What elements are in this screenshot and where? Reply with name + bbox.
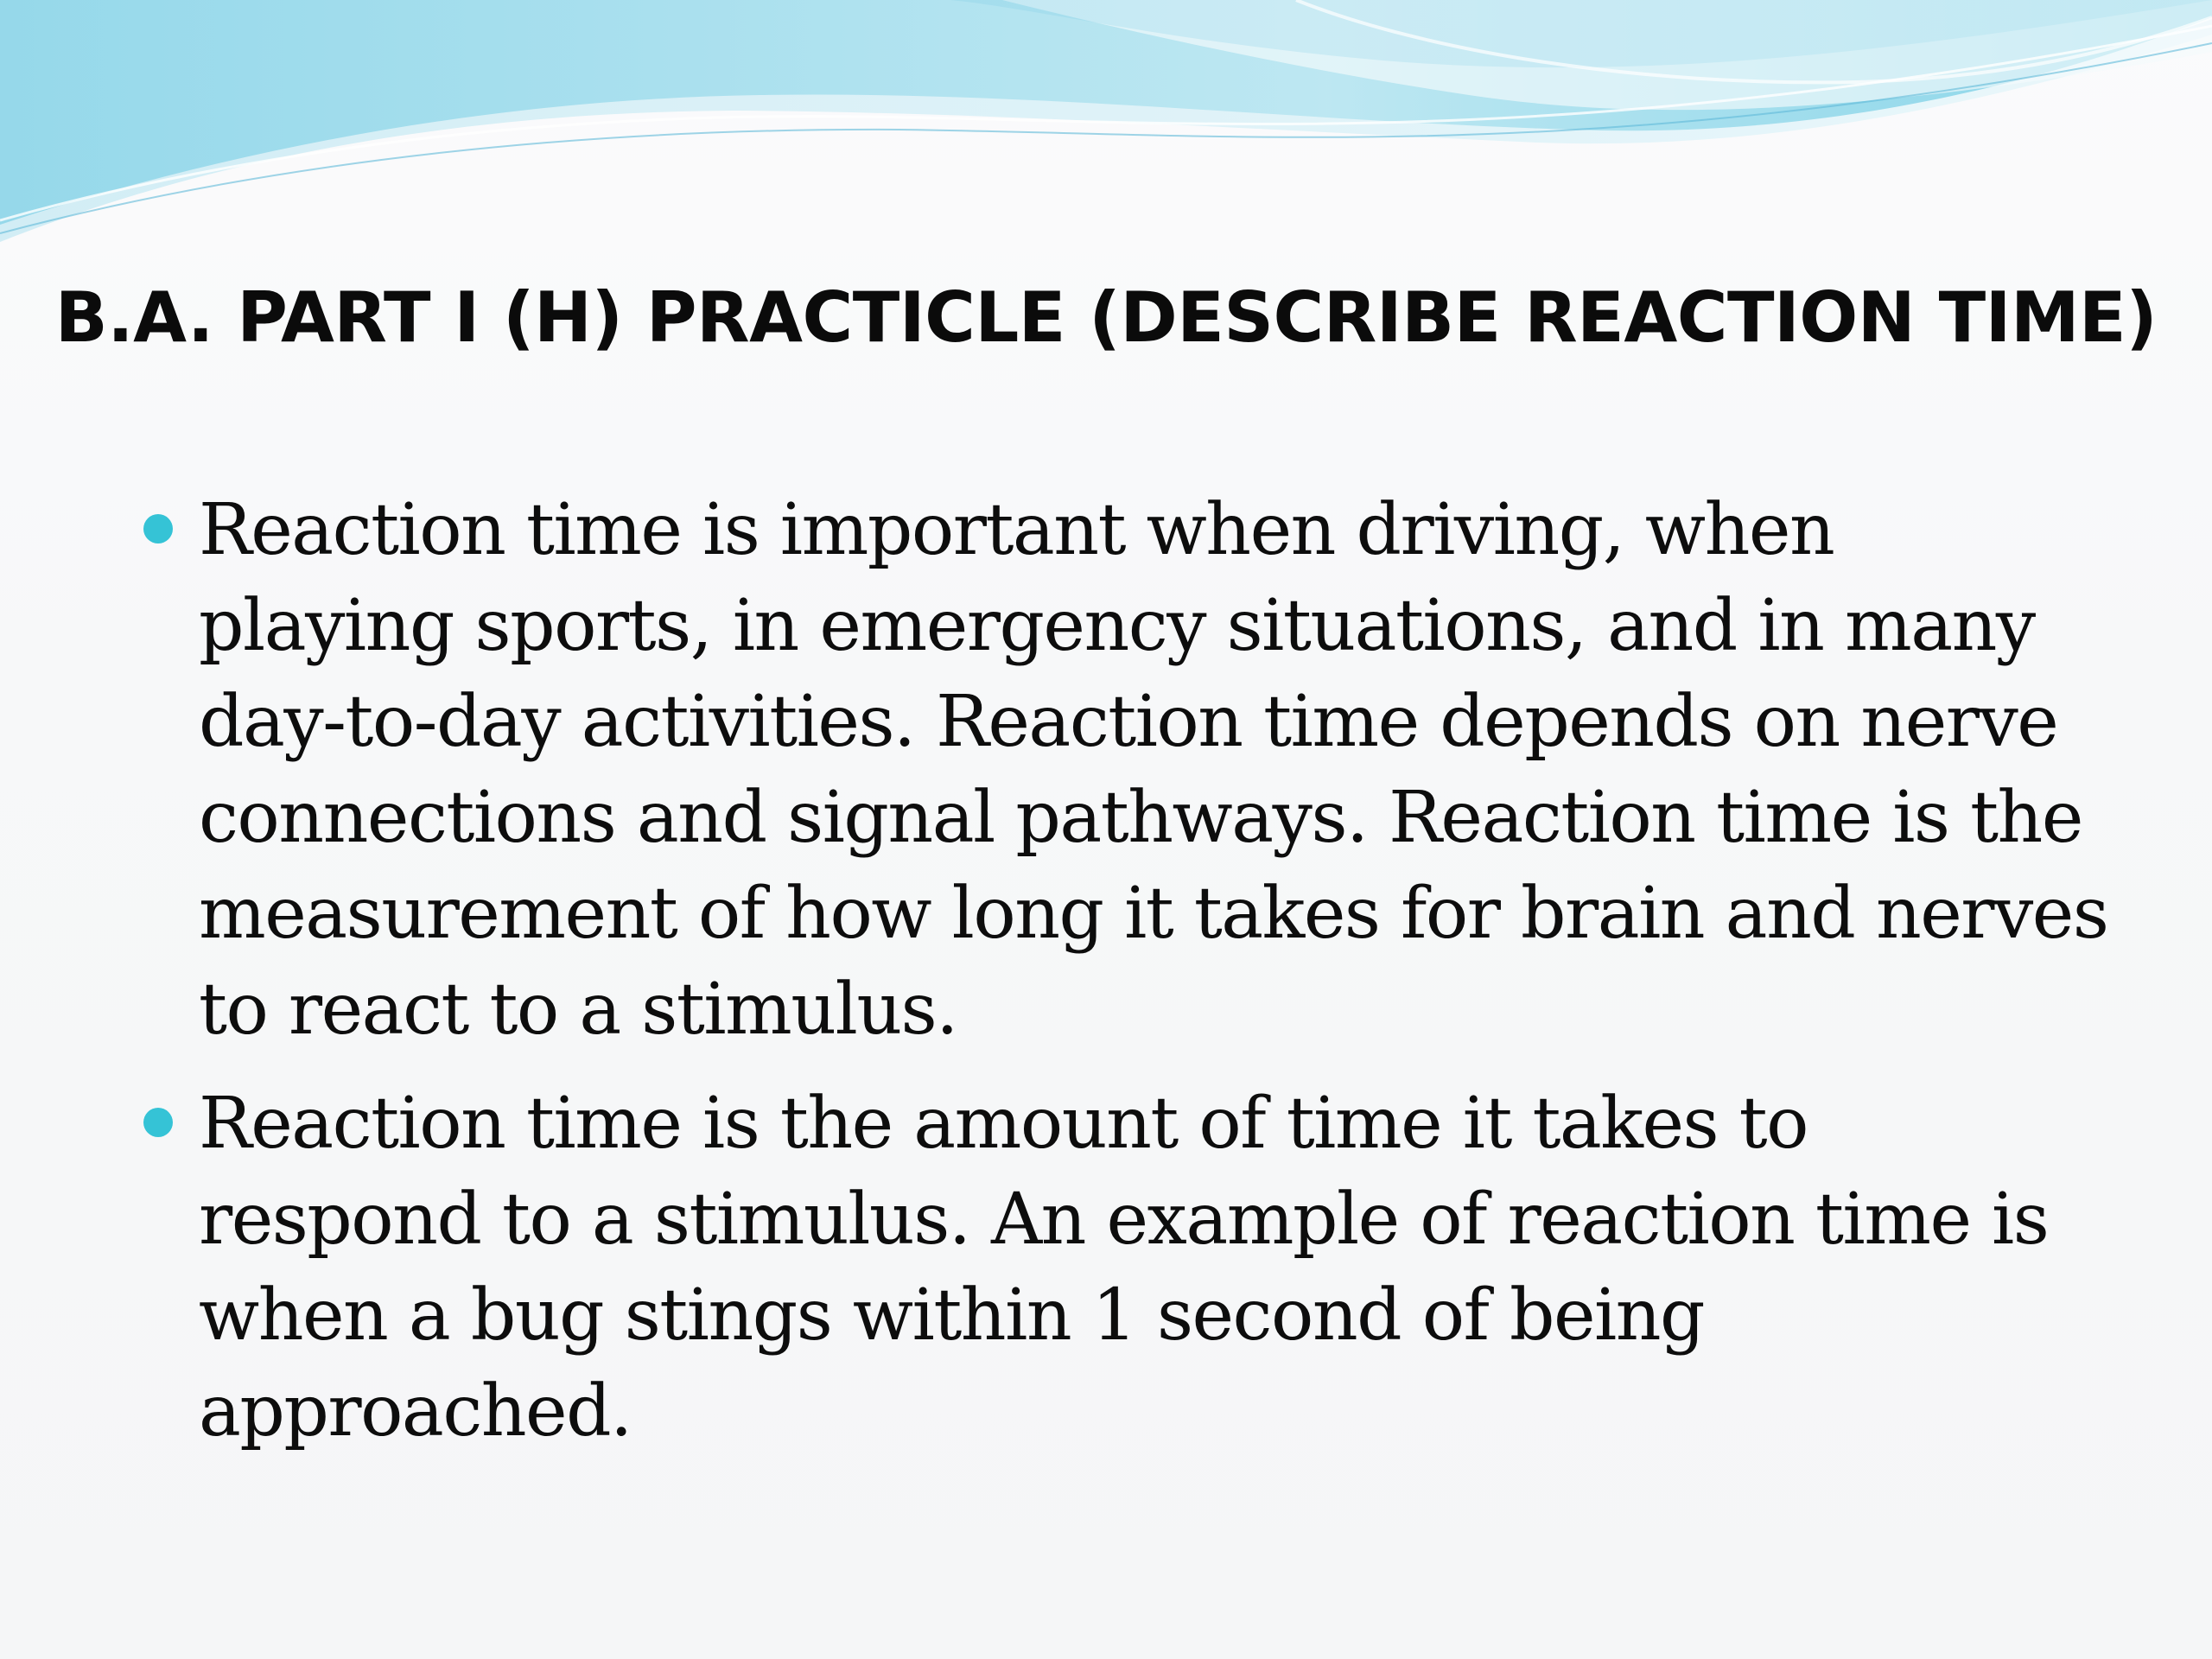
bullet-line: connections and signal pathways. Reaction time is the — [199, 777, 2082, 859]
bullet-line: Reaction time is the amount of time it takes to — [199, 1083, 1808, 1165]
bullet-dot-icon — [143, 1108, 173, 1137]
bullet-line: playing sports, in emergency situations, and in many — [199, 585, 2035, 667]
bullet-line: day-to-day activities. Reaction time depends on nerve — [199, 681, 2058, 763]
bullet-line: when a bug stings within 1 second of being — [199, 1274, 1705, 1357]
slide-title: B.A. PART I (H) PRACTICLE (DESCRIBE REACTION TIME) — [54, 277, 2158, 358]
bullet-line: approached. — [199, 1370, 632, 1452]
bullet-line: respond to a stimulus. An example of reaction time is — [199, 1179, 2049, 1261]
bullet-line: measurement of how long it takes for brain and nerves — [199, 873, 2108, 955]
bullet-text — [199, 1076, 2100, 1459]
wave-header-decoration — [0, 0, 2212, 259]
bullet-item — [199, 1076, 2100, 1459]
bullet-dot-icon — [143, 514, 173, 543]
bullet-line: to react to a stimulus. — [199, 969, 957, 1051]
bullet-text — [199, 482, 2108, 1058]
bullet-item — [199, 482, 2108, 1058]
bullet-line: Reaction time is important when driving, when — [199, 489, 1834, 571]
